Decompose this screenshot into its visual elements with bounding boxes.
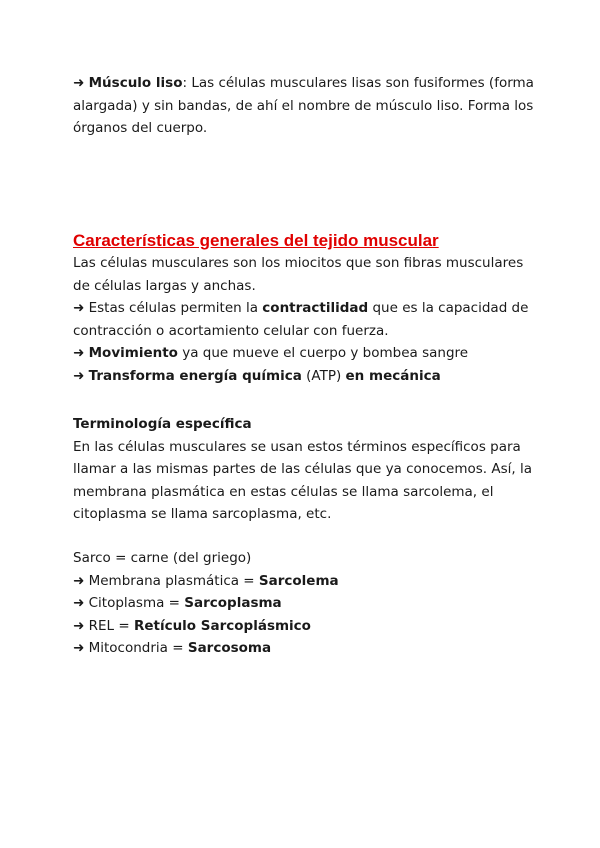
terminology-paragraph: En las células musculares se usan estos términos específicos para llamar a las mismas partes de las células que ya conocemos. Así, la membrana plasmática en estas células se llama sarcolema, el citoplasma se llama sarcoplasma, etc.: [73, 438, 532, 523]
arrow-icon: ➜: [73, 367, 85, 384]
general-characteristics-section: [73, 230, 543, 388]
contractility-term: contractilidad: [262, 300, 369, 317]
movement-line: [73, 342, 543, 365]
intro-paragraph: Las células musculares son los miocitos que son fibras musculares de células largas y anchas.: [73, 255, 524, 294]
arrow-icon: ➜: [73, 75, 85, 91]
sarco-definition: Sarco = carne (del griego): [73, 550, 252, 566]
list-item: [73, 592, 543, 615]
item-term: Sarcolema: [258, 572, 339, 589]
terminology-heading: Terminología específica: [73, 416, 252, 432]
terminology-section: [73, 413, 543, 526]
arrow-icon: ➜: [73, 300, 85, 317]
item-term: Sarcoplasma: [184, 595, 282, 612]
arrow-icon: ➜: [73, 572, 85, 589]
contractility-post: que es la capacidad de contracción o acortamiento celular con fuerza.: [73, 300, 529, 339]
arrow-icon: ➜: [73, 640, 85, 657]
movement-text: ya que mueve el cuerpo y bombea sangre: [177, 345, 469, 362]
smooth-muscle-text: : Las células musculares lisas son fusiformes (forma alargada) y sin bandas, de ahí el nombre de músculo liso. Forma los órganos del cuerpo.: [73, 75, 534, 137]
smooth-muscle-section: [73, 72, 543, 140]
smooth-muscle-paragraph: [73, 72, 543, 140]
item-term: Retículo Sarcoplásmico: [133, 617, 311, 634]
transform-term: Transforma energía química: [88, 367, 302, 384]
item-label: Membrana plasmática =: [84, 572, 259, 589]
contractility-paragraph: [73, 297, 543, 342]
item-term: Sarcosoma: [187, 640, 272, 657]
smooth-muscle-term: Músculo liso: [88, 75, 183, 91]
item-label: REL =: [84, 617, 134, 634]
item-label: Mitocondria =: [84, 640, 188, 657]
arrow-icon: ➜: [73, 595, 85, 612]
arrow-icon: ➜: [73, 617, 85, 634]
item-label: Citoplasma =: [84, 595, 185, 612]
list-item: [73, 570, 543, 593]
arrow-icon: ➜: [73, 345, 85, 362]
list-item: [73, 637, 543, 660]
list-item: [73, 615, 543, 638]
transform-line: [73, 365, 543, 388]
sarco-section: [73, 547, 543, 660]
transform-mid: (ATP): [301, 367, 346, 384]
section-heading: Características generales del tejido muscular: [73, 231, 439, 250]
transform-end: en mecánica: [345, 367, 441, 384]
contractility-pre: Estas células permiten la: [84, 300, 263, 317]
movement-term: Movimiento: [88, 345, 178, 362]
